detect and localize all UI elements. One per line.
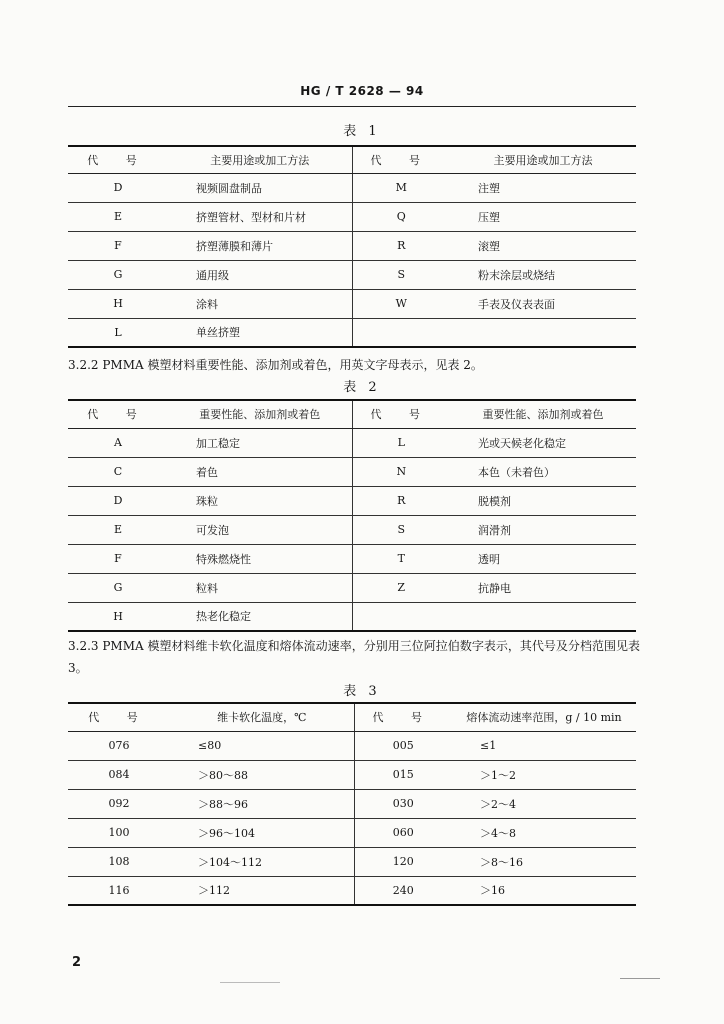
table3-cell-value-right: ＞1～2 [452, 760, 636, 789]
table1-cell-value-left: 视频圆盘制品 [168, 173, 352, 202]
table2-caption: 表 2 [343, 380, 381, 395]
table2-cell-value-right: 本色（未着色） [450, 457, 636, 486]
table3-cell-value-right: ＞2～4 [452, 789, 636, 818]
table1-cell-code-left: L [68, 318, 168, 347]
table1-cell-code-right: W [352, 289, 450, 318]
table2-cell-code-right: R [352, 486, 450, 515]
scan-speck [220, 982, 280, 983]
table2-cell-code-left: E [68, 515, 168, 544]
table1-cell-value-right: 注塑 [450, 173, 636, 202]
table2-cell-value-left: 加工稳定 [168, 428, 352, 457]
table2-cell-value-right: 光或天候老化稳定 [450, 428, 636, 457]
table2-cell-code-left: F [68, 544, 168, 573]
table3-cell-code-left: 108 [68, 847, 170, 876]
table2-cell-value-left: 着色 [168, 457, 352, 486]
table1-caption: 表 1 [343, 124, 381, 139]
table1-cell-value-left: 通用级 [168, 260, 352, 289]
table1-cell-value-right: 压塑 [450, 202, 636, 231]
table3-cell-code-left: 100 [68, 818, 170, 847]
table1-cell-code-left: D [68, 173, 168, 202]
table2-header-code-1: 代 号 [68, 400, 168, 428]
standard-header: HG / T 2628 — 94 [300, 84, 424, 98]
paragraph-3-2-3: 3.2.3 PMMA 模塑材料维卡软化温度和熔体流动速率，分别用三位阿拉伯数字表示，其代号及分档范围见表 3。 [68, 639, 640, 675]
table2-row [68, 428, 636, 457]
table1-cell-code-left: E [68, 202, 168, 231]
table3-header-code-1: 代 号 [68, 703, 170, 731]
table1-cell-value-right [450, 318, 636, 347]
table3-cell-code-left: 084 [68, 760, 170, 789]
table2-row [68, 457, 636, 486]
table2-row [68, 602, 636, 631]
table1-cell-code-left: H [68, 289, 168, 318]
table1-cell-value-right: 手表及仪表表面 [450, 289, 636, 318]
table2-cell-value-right: 脱模剂 [450, 486, 636, 515]
table3-header-code-2: 代 号 [354, 703, 452, 731]
table1-header-code-1: 代 号 [68, 146, 168, 173]
table2-cell-value-left: 珠粒 [168, 486, 352, 515]
table1-cell-value-right: 滚塑 [450, 231, 636, 260]
table2-cell-code-right: Z [352, 573, 450, 602]
table1-row [68, 231, 636, 260]
table2-cell-code-left: G [68, 573, 168, 602]
table3-cell-value-right: ＞8～16 [452, 847, 636, 876]
table3-cell-code-right: 030 [354, 789, 452, 818]
table1-cell-value-left: 单丝挤塑 [168, 318, 352, 347]
table3-row [68, 760, 636, 789]
table1-cell-code-left: G [68, 260, 168, 289]
header-rule [68, 106, 636, 107]
table2-cell-code-right: T [352, 544, 450, 573]
table2-cell-code-right [352, 602, 450, 631]
table2 [68, 399, 636, 632]
table3 [68, 702, 636, 906]
table2-cell-value-left: 热老化稳定 [168, 602, 352, 631]
table2-cell-code-left: A [68, 428, 168, 457]
table2-cell-code-left: H [68, 602, 168, 631]
table3-cell-code-right: 120 [354, 847, 452, 876]
table2-cell-value-left: 粒料 [168, 573, 352, 602]
table2-cell-value-right [450, 602, 636, 631]
table3-row [68, 818, 636, 847]
table2-row [68, 486, 636, 515]
table3-cell-code-left: 076 [68, 731, 170, 760]
table1-cell-value-left: 挤塑管材、型材和片材 [168, 202, 352, 231]
table1-row [68, 173, 636, 202]
paragraph-3-2-2: 3.2.2 PMMA 模塑材料重要性能、添加剂或着色，用英文字母表示，见表 2。 [68, 358, 483, 372]
table3-cell-code-right: 005 [354, 731, 452, 760]
table3-cell-code-right: 240 [354, 876, 452, 905]
table3-cell-value-left: ＞104～112 [170, 847, 354, 876]
table3-cell-value-left: ＞96～104 [170, 818, 354, 847]
table2-cell-value-left: 可发泡 [168, 515, 352, 544]
table3-cell-value-left: ＞88～96 [170, 789, 354, 818]
table3-cell-code-left: 116 [68, 876, 170, 905]
table1-row [68, 202, 636, 231]
table3-header-vicat: 维卡软化温度，℃ [170, 703, 354, 731]
table3-row [68, 876, 636, 905]
table2-cell-code-right: S [352, 515, 450, 544]
table3-cell-code-right: 060 [354, 818, 452, 847]
table3-cell-code-right: 015 [354, 760, 452, 789]
table3-header-mfr: 熔体流动速率范围，g / 10 min [452, 703, 636, 731]
table2-cell-code-right: N [352, 457, 450, 486]
table1-cell-value-right: 粉末涂层或烧结 [450, 260, 636, 289]
table3-cell-value-right: ＞4～8 [452, 818, 636, 847]
table3-cell-value-left: ＞80～88 [170, 760, 354, 789]
table1-header-use-2: 主要用途或加工方法 [450, 146, 636, 173]
table2-header-property-1: 重要性能、添加剂或着色 [168, 400, 352, 428]
scan-speck [620, 978, 660, 979]
table1-row [68, 260, 636, 289]
table3-cell-value-right: ≤1 [452, 731, 636, 760]
table1-cell-code-right: R [352, 231, 450, 260]
table2-row [68, 515, 636, 544]
table2-cell-value-right: 润滑剂 [450, 515, 636, 544]
table2-cell-code-right: L [352, 428, 450, 457]
table3-cell-value-left: ≤80 [170, 731, 354, 760]
table2-header-code-2: 代 号 [352, 400, 450, 428]
table3-cell-value-left: ＞112 [170, 876, 354, 905]
table1 [68, 145, 636, 348]
table2-header-row [68, 400, 636, 428]
table1-cell-value-left: 涂料 [168, 289, 352, 318]
table1-header-row [68, 146, 636, 173]
table3-caption: 表 3 [343, 684, 381, 699]
table1-cell-code-right: M [352, 173, 450, 202]
table3-row [68, 731, 636, 760]
table1-cell-code-right [352, 318, 450, 347]
table2-cell-value-right: 透明 [450, 544, 636, 573]
table1-header-code-2: 代 号 [352, 146, 450, 173]
table3-cell-value-right: ＞16 [452, 876, 636, 905]
page-number: 2 [72, 955, 82, 970]
table1-cell-value-left: 挤塑薄膜和薄片 [168, 231, 352, 260]
table2-cell-code-left: D [68, 486, 168, 515]
table1-cell-code-left: F [68, 231, 168, 260]
table1-header-use-1: 主要用途或加工方法 [168, 146, 352, 173]
table2-cell-value-right: 抗静电 [450, 573, 636, 602]
table1-cell-code-right: Q [352, 202, 450, 231]
table3-header-row [68, 703, 636, 731]
table1-row [68, 289, 636, 318]
table3-cell-code-left: 092 [68, 789, 170, 818]
table3-row [68, 847, 636, 876]
table2-row [68, 544, 636, 573]
table1-row [68, 318, 636, 347]
table2-row [68, 573, 636, 602]
table1-cell-code-right: S [352, 260, 450, 289]
table2-header-property-2: 重要性能、添加剂或着色 [450, 400, 636, 428]
table2-cell-value-left: 特殊燃烧性 [168, 544, 352, 573]
table3-row [68, 789, 636, 818]
table2-cell-code-left: C [68, 457, 168, 486]
